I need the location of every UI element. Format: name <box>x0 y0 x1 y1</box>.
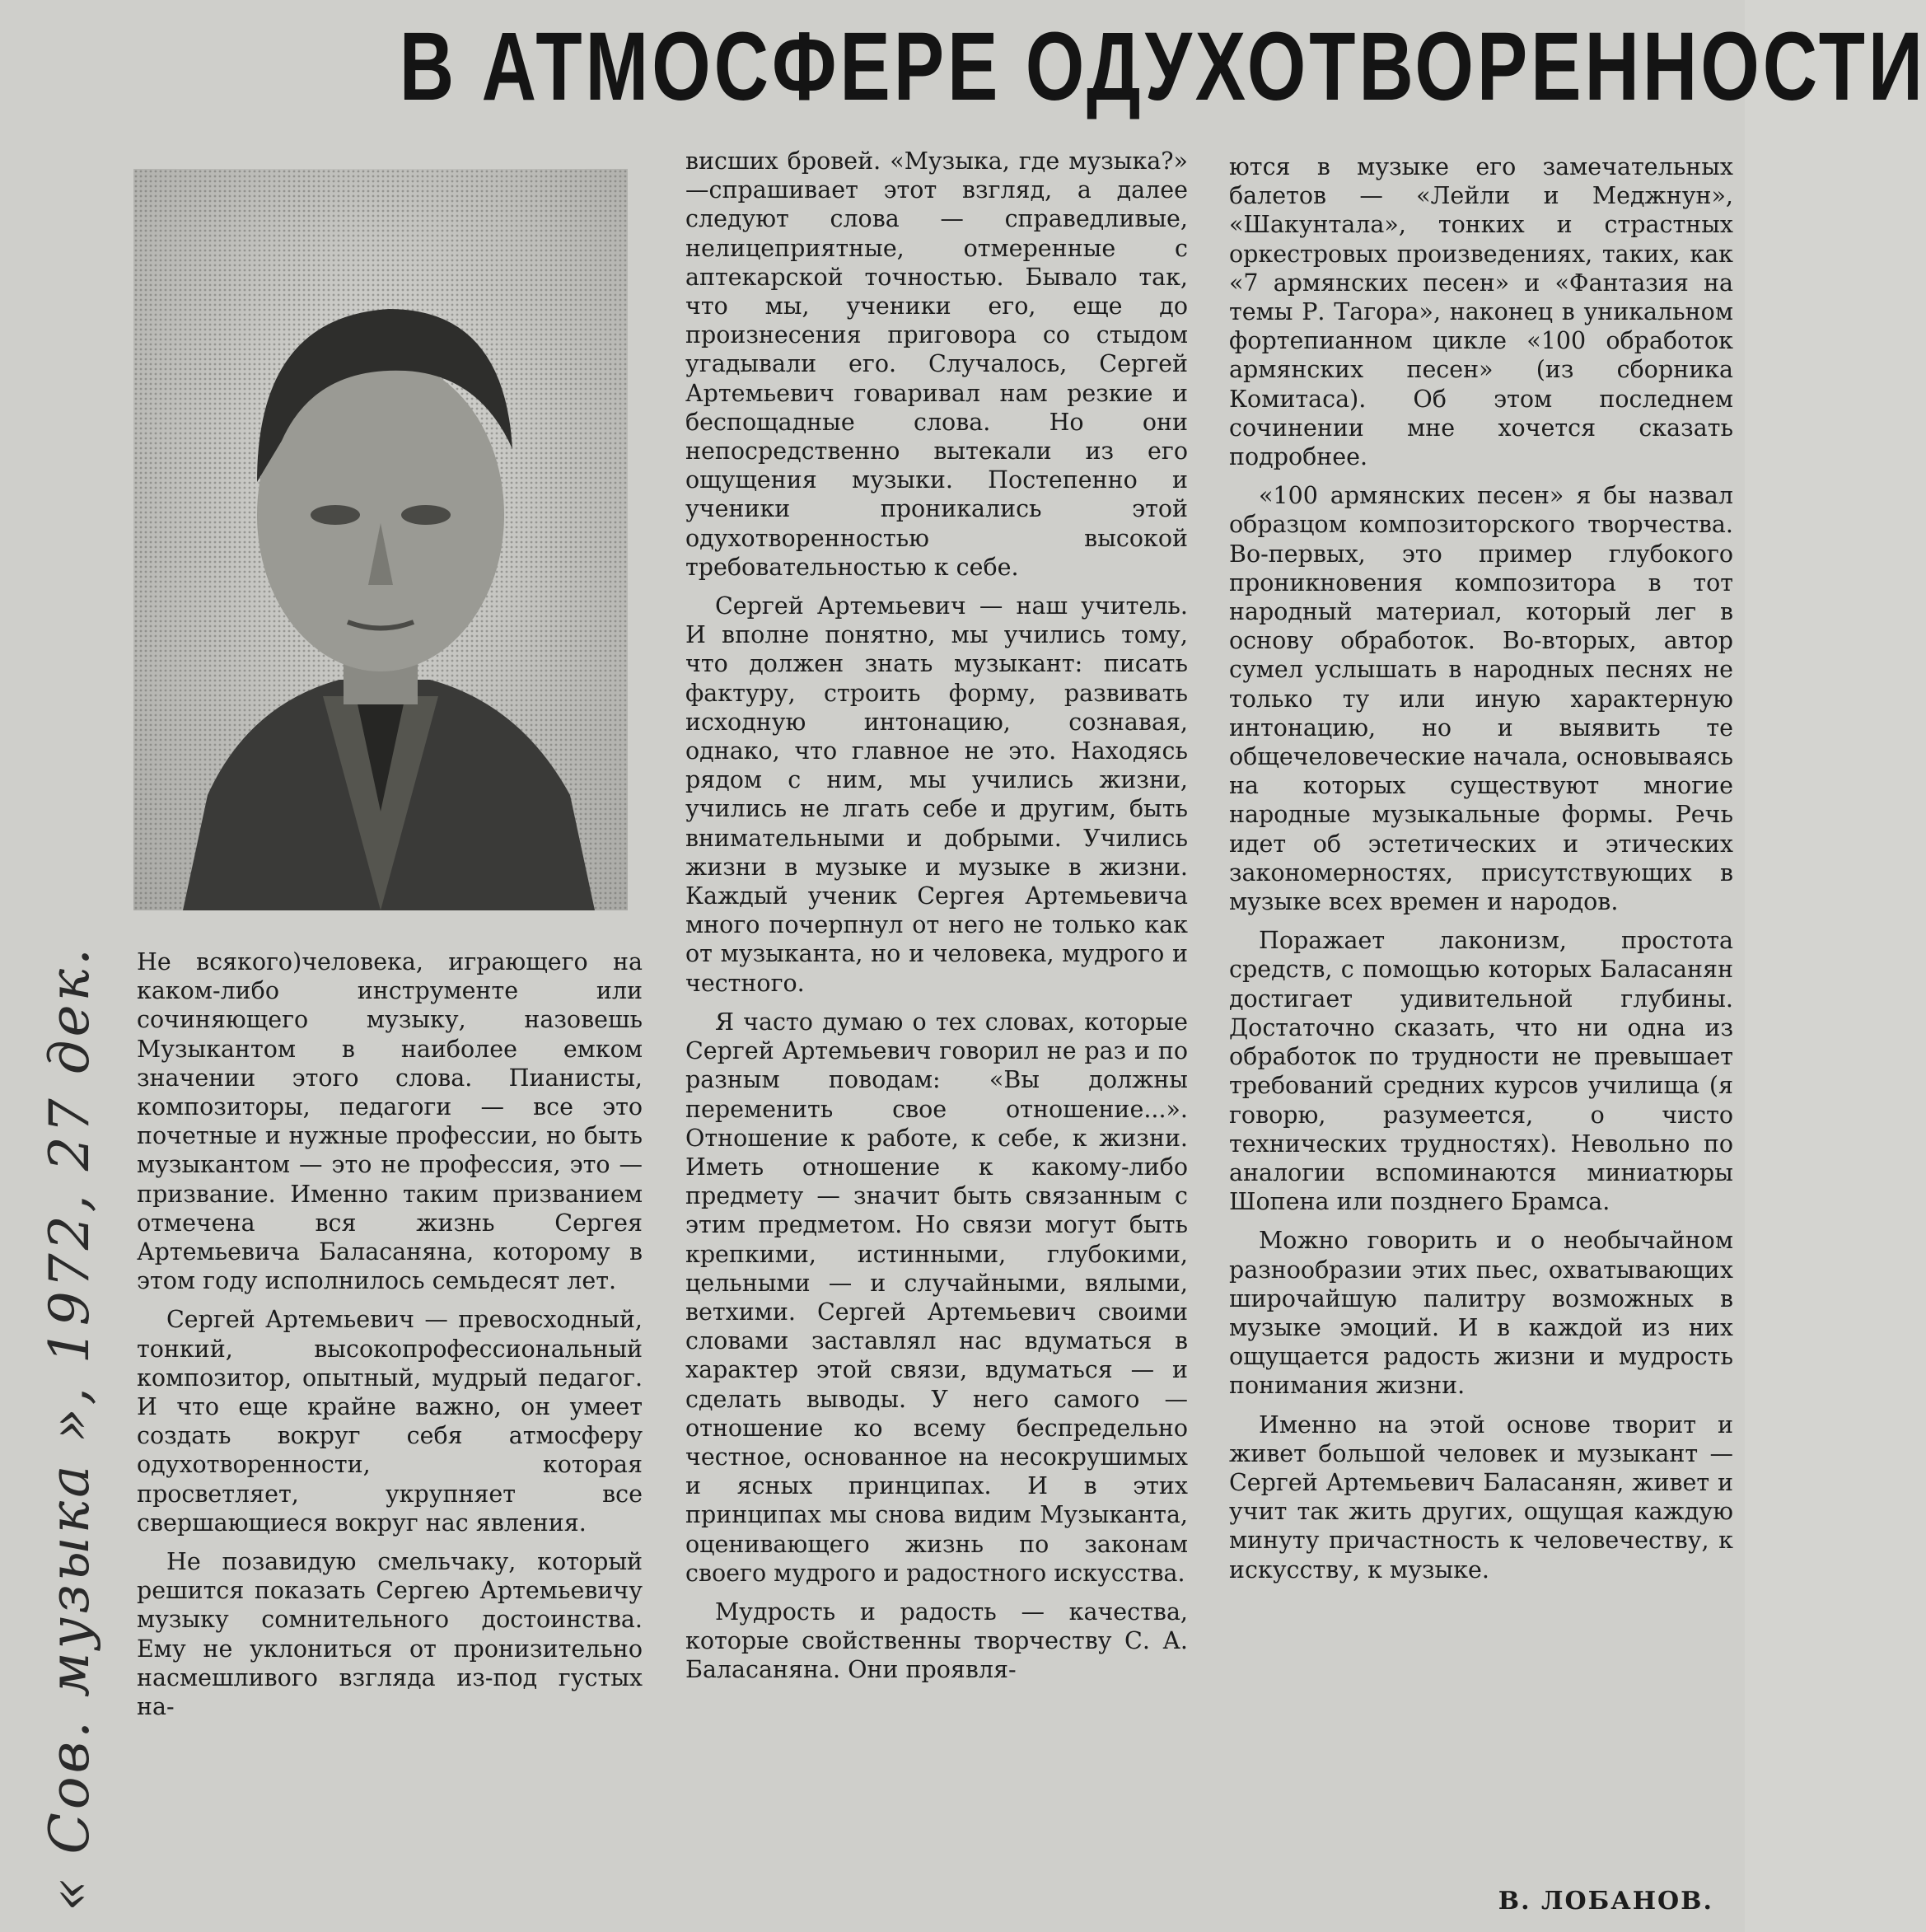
article-column-2 <box>685 147 1188 1695</box>
paragraph: «100 армянских песен» я бы назвал образцом композиторского творчества. Во-первых, это пример глубокого проникновения композитора в тот народный материал, который лег в основу обработок. Во-вторых, автор сумел услышать в народных песнях не только ту или иную характерную интонацию, но и выявить те общечеловеческие начала, основываясь на которых существуют многие народные музыкальные формы. Речь идет об эстетических и этических закономерностях, присутствующих в музыке всех времен и народов. <box>1229 482 1733 916</box>
paragraph: Я часто думаю о тех словах, которые Сергей Артемьевич говорил не раз и по разным поводам: «Вы должны переменить свое отношение...». Отношение к работе, к себе, к жизни. Иметь отношение к какому-либо предмету — значит быть связанным с этим предметом. Но связи могут быть крепкими, истинными, глубокими, цельными — и случайными, вялыми, ветхими. Сергей Артемьевич своими словами заставлял нас вдуматься в характер этой связи, вдуматься — и сделать выводы. У него самого — отношение ко всему беспредельно честное, основанное на несокрушимых и ясных принципах. И в этих принципах мы снова видим Музыканта, оценивающего жизнь по законам своего мудрого и радостного искусства. <box>685 1008 1188 1587</box>
article-column-1 <box>137 947 643 1731</box>
paragraph: Не позавидую смельчаку, который решится показать Сергею Артемьевичу музыку сомнительного достоинства. Ему не уклониться от пронизительно насмешливого взгляда из-под густых на- <box>137 1548 643 1721</box>
paragraph: Можно говорить и о необычайном разнообразии этих пьес, охватывающих широчайшую палитру возможных в музыке эмоций. И в каждой из них ощущается радость жизни и мудрость понимания жизни. <box>1229 1227 1733 1400</box>
author-signature: В. ЛОБАНОВ. <box>1498 1887 1713 1916</box>
article-column-3 <box>1229 152 1733 1594</box>
paragraph: Именно на этой основе творит и живет большой человек и музыкант — Сергей Артемьевич Баласанян, живет и учит так жить других, ощущая каждую минуту причастность к человечеству, к искусству, к музыке. <box>1229 1410 1733 1583</box>
paragraph: Сергей Артемьевич — наш учитель. И вполне понятно, мы учились тому, что должен знать музыкант: писать фактуру, строить форму, развивать исходную интонацию, сознавая, однако, что главное не это. Находясь рядом с ним, мы учились жизни, учились не лгать себе и другим, быть внимательными и добрыми. Учились жизни в музыке и музыке в жизни. Каждый ученик Сергея Артемьевича много почерпнул от него не только как от музыканта, но и человека, мудрого и честного. <box>685 592 1188 997</box>
portrait-photo <box>133 169 628 910</box>
paragraph: Мудрость и радость — качества, которые свойственны творчеству С. А. Баласаняна. Они проявля- <box>685 1598 1188 1684</box>
paragraph: Поражает лаконизм, простота средств, с помощью которых Баласанян достигает удивительной глубины. Достаточно сказать, что ни одна из обработок по трудности не превышает требований средних курсов училища (я говорю, разумеется, о чисто технических трудностях). Невольно по аналогии вспоминаются миниатюры Шопена или позднего Брамса. <box>1229 927 1733 1216</box>
paragraph: висших бровей. «Музыка, где музыка?» —спрашивает этот взгляд, а далее следуют слова — справедливые, нелицеприятные, отмеренные с аптекарской точностью. Бывало так, что мы, ученики его, еще до произнесения приговора со стыдом угадывали его. Случалось, Сергей Артемьевич говаривал нам резкие и беспощадные слова. Но они непосредственно вытекали из его ощущения музыки. Постепенно и ученики проникались этой одухотворенностью высокой требовательностью к себе. <box>685 147 1188 581</box>
article-headline: В АТМОСФЕРЕ ОДУХОТВОРЕННОСТИ <box>399 12 1926 121</box>
paragraph: Сергей Артемьевич — превосходный, тонкий, высокопрофессиональный композитор, опытный, мудрый педагог. И что еще крайне важно, он умеет создать вокруг себя атмосферу одухотворенности, которая просветляет, укрупняет все свершающиеся вокруг нас явления. <box>137 1306 643 1537</box>
handwritten-source-note: « Сов. музыка », 1972, 27 дек. <box>38 945 101 1911</box>
paragraph: Не всякого)человека, играющего на каком-либо инструменте или сочиняющего музыку, назовешь Музыкантом в наиболее емком значении этого слова. Пианисты, композиторы, педагоги — все это почетные и нужные профессии, но быть музыкантом — это не профессия, это — призвание. Именно таким призванием отмечена вся жизнь Сергея Артемьевича Баласаняна, которому в этом году исполнилось семьдесят лет. <box>137 948 643 1295</box>
paragraph: ются в музыке его замечательных балетов — «Лейли и Меджнун», «Шакунтала», тонких и страстных оркестровых произведениях, таких, как «7 армянских песен» и «Фантазия на темы Р. Тагора», наконец в уникальном фортепианном цикле «100 обработок армянских песен» (из сборника Комитаса). Об этом последнем сочинении мне хочется сказать подробнее. <box>1229 153 1733 471</box>
